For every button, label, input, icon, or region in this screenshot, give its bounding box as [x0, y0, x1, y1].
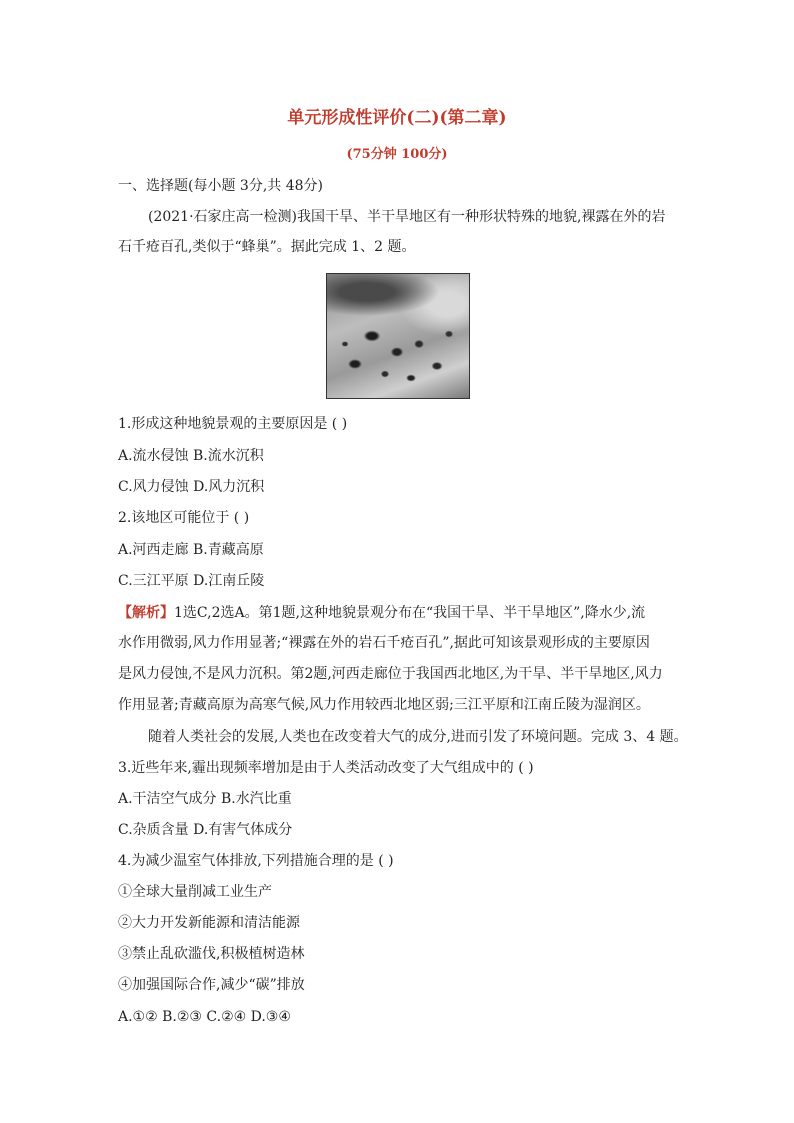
page-title: 单元形成性评价(二)(第二章) — [287, 108, 507, 128]
analysis-text-line1: 1选C,2选A。第1题,这种地貌景观分布在“我国干旱、半干旱地区”,降水少,流 — [174, 605, 646, 621]
q2-stem: 2.该地区可能位于 ( ) — [118, 510, 250, 526]
group1-intro-line2: 石千疮百孔,类似于“蜂巢”。据此完成 1、2 题。 — [118, 239, 416, 255]
q1-options-line1: A.流水侵蚀 B.流水沉积 — [118, 448, 264, 464]
analysis-line3: 是风力侵蚀,不是风力沉积。第2题,河西走廊位于我国西北地区,为干旱、半干旱地区,风力 — [118, 666, 663, 682]
q4-item4: ④加强国际合作,减少“碳”排放 — [118, 977, 305, 993]
page-subtitle: (75分钟 100分) — [346, 147, 448, 162]
q3-stem: 3.近些年来,霾出现频率增加是由于人类活动改变了大气组成中的 ( ) — [118, 760, 534, 776]
group2-intro: 随着人类社会的发展,人类也在改变着大气的成分,进而引发了环境问题。完成 3、4 题。 — [148, 729, 688, 745]
section-heading: 一、选择题(每小题 3分,共 48分) — [118, 178, 323, 194]
q2-options-line1: A.河西走廊 B.青藏高原 — [118, 542, 264, 558]
q4-options: A.①② B.②③ C.②④ D.③④ — [118, 1009, 291, 1025]
q4-item3: ③禁止乱砍滥伐,积极植树造林 — [118, 946, 305, 962]
q4-item2: ②大力开发新能源和清洁能源 — [118, 915, 300, 931]
q4-item1: ①全球大量削减工业生产 — [118, 884, 272, 900]
q1-options-line2: C.风力侵蚀 D.风力沉积 — [118, 479, 265, 495]
analysis-line4: 作用显著;青藏高原为高寒气候,风力作用较西北地区弱;三江平原和江南丘陵为湿润区。 — [118, 697, 650, 713]
q3-options-line1: A.干洁空气成分 B.水汽比重 — [118, 791, 292, 807]
q4-stem: 4.为减少温室气体排放,下列措施合理的是 ( ) — [118, 853, 394, 869]
q2-options-line2: C.三江平原 D.江南丘陵 — [118, 573, 265, 589]
analysis-line2: 水作用微弱,风力作用显著;“裸露在外的岩石千疮百孔”,据此可知该景观形成的主要原因 — [118, 635, 650, 651]
honeycomb-rock-photo — [326, 273, 470, 399]
q3-options-line2: C.杂质含量 D.有害气体成分 — [118, 822, 293, 838]
analysis-label: 【解析】 — [118, 605, 174, 621]
analysis-line1 — [118, 603, 645, 623]
q1-stem: 1.形成这种地貌景观的主要原因是 ( ) — [118, 416, 348, 432]
group1-intro-line1: (2021·石家庄高一检测)我国干旱、半干旱地区有一种形状特殊的地貌,裸露在外的岩 — [148, 209, 666, 225]
